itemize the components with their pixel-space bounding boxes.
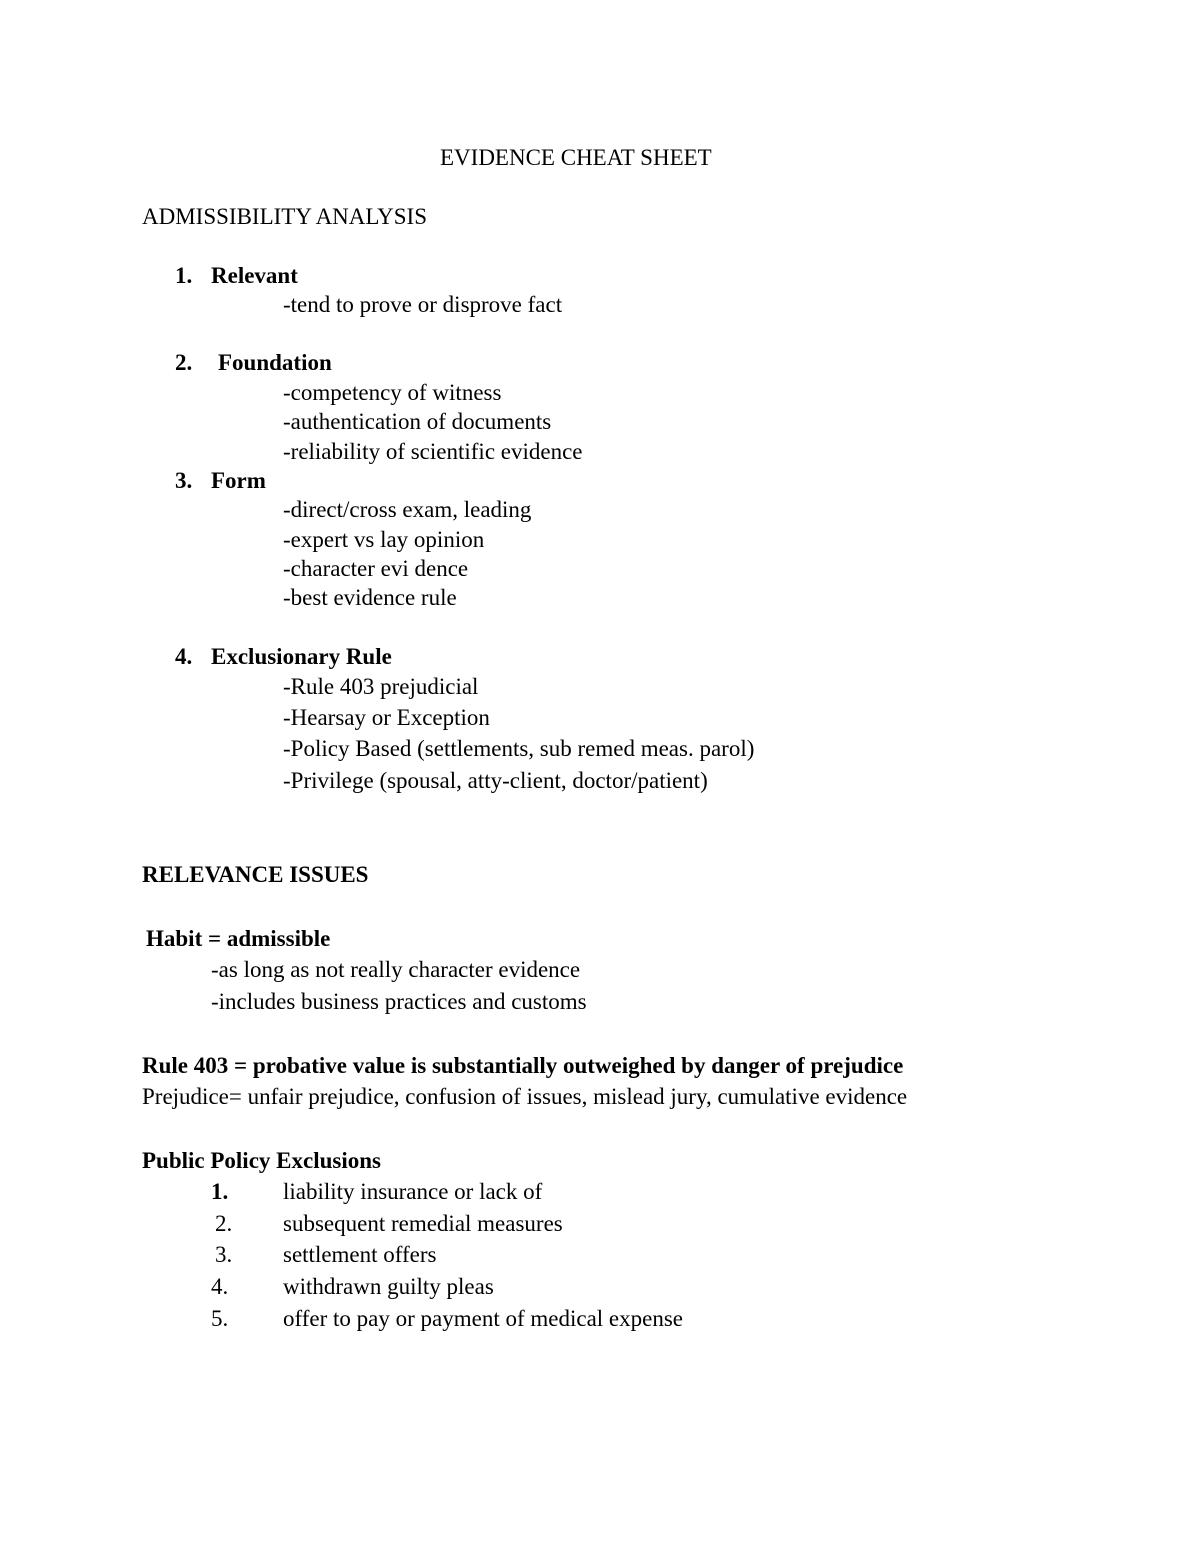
item-title-foundation: Foundation — [218, 350, 332, 375]
sub-item: -character evi dence — [283, 556, 469, 581]
sub-item: -Rule 403 prejudicial — [283, 674, 479, 699]
item-title-relevant: Relevant — [211, 263, 298, 288]
sub-item: -expert vs lay opinion — [283, 527, 485, 552]
list-item-number: 1. — [211, 1179, 229, 1204]
sub-item: -direct/cross exam, leading — [283, 497, 532, 522]
item-number: 2. — [175, 350, 193, 375]
list-item: subsequent remedial measures — [283, 1211, 563, 1236]
public-policy-title: Public Policy Exclusions — [142, 1148, 381, 1173]
habit-title: Habit = admissible — [146, 926, 331, 951]
list-item-number: 5. — [211, 1306, 229, 1331]
sub-item: -competency of witness — [283, 380, 502, 405]
prejudice-definition: Prejudice= unfair prejudice, confusion of issues, mislead jury, cumulative evidence — [142, 1084, 908, 1109]
relevance-heading: RELEVANCE ISSUES — [142, 862, 369, 887]
sub-item: -reliability of scientific evidence — [283, 439, 583, 464]
sub-item: -tend to prove or disprove fact — [283, 292, 563, 317]
sub-item: -Privilege (spousal, atty-client, doctor/patient) — [283, 768, 708, 793]
item-title-form: Form — [211, 468, 266, 493]
list-item: withdrawn guilty pleas — [283, 1274, 494, 1299]
sub-item: -authentication of documents — [283, 409, 552, 434]
sub-item: -best evidence rule — [283, 585, 457, 610]
sub-item: -Hearsay or Exception — [283, 705, 490, 730]
list-item: offer to pay or payment of medical expense — [283, 1306, 684, 1331]
rule-403-title: Rule 403 = probative value is substantially outweighed by danger of prejudice — [142, 1053, 904, 1078]
list-item-number: 4. — [211, 1274, 229, 1299]
sub-item: -Policy Based (settlements, sub remed meas. parol) — [283, 736, 755, 761]
item-title-exclusionary-rule: Exclusionary Rule — [211, 644, 392, 669]
item-number: 1. — [175, 263, 193, 288]
list-item-number: 2. — [215, 1211, 233, 1236]
item-number: 4. — [175, 644, 193, 669]
admissibility-heading: ADMISSIBILITY ANALYSIS — [142, 204, 427, 229]
sub-item: -includes business practices and customs — [211, 989, 587, 1014]
page-title: EVIDENCE CHEAT SHEET — [440, 145, 712, 170]
list-item: settlement offers — [283, 1242, 437, 1267]
sub-item: -as long as not really character evidence — [211, 957, 581, 982]
list-item-number: 3. — [215, 1242, 233, 1267]
item-number: 3. — [175, 468, 193, 493]
list-item: liability insurance or lack of — [283, 1179, 543, 1204]
